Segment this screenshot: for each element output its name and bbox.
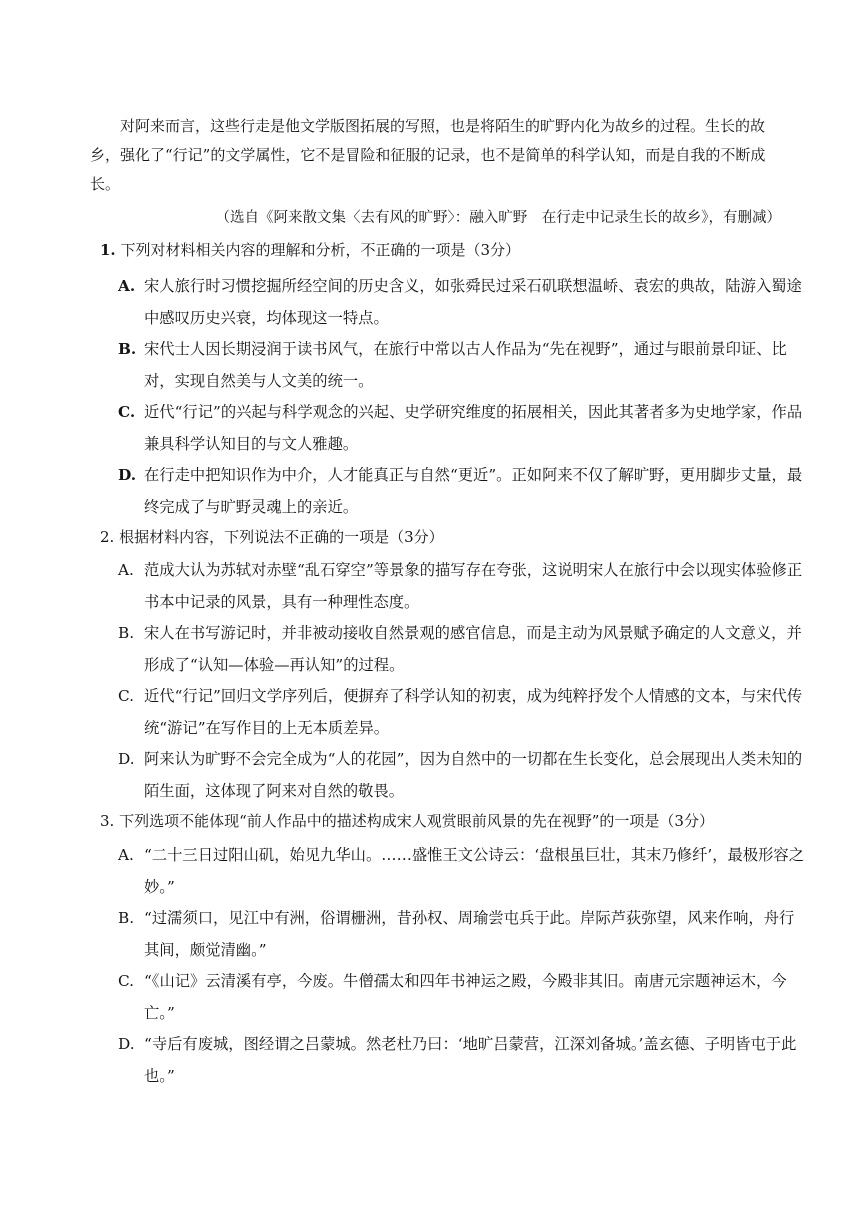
- option-letter: A.: [118, 846, 134, 864]
- question-2-option-a: [118, 554, 809, 618]
- option-text: 近代“行记”的兴起与科学观念的兴起、史学研究维度的拓展相关，因此其著者多为史地学家，作品兼具科学认知目的与文人雅趣。: [144, 403, 803, 453]
- option-text: 阿来认为旷野不会完全成为“人的花园”，因为自然中的一切都在生长变化，总会展现出人类未知的陌生面，这体现了阿来对自然的敬畏。: [144, 750, 803, 800]
- question-1-stem: [100, 237, 790, 263]
- question-number: 1.: [100, 241, 116, 259]
- option-letter: A.: [118, 561, 134, 579]
- question-2-option-d: [118, 743, 809, 807]
- option-text: 范成大认为苏轼对赤壁“乱石穿空”等景象的描写存在夸张，这说明宋人在旅行中会以现实体验修正书本中记录的风景，具有一种理性态度。: [144, 561, 803, 611]
- question-3-option-b: [118, 902, 809, 966]
- source-note: （选自《阿来散文集〈去有风的旷野〉：融入旷野 在行走中记录生长的故乡》，有删减）: [215, 210, 781, 226]
- question-1-option-c: [118, 396, 809, 460]
- question-number: 2.: [100, 528, 115, 546]
- question-3-option-a: [118, 839, 809, 903]
- question-3-stem: [100, 808, 790, 834]
- option-letter: D.: [118, 466, 137, 484]
- question-text: 下列对材料相关内容的理解和分析，不正确的一项是（3分）: [120, 241, 520, 259]
- option-text: “寺后有废城，图经谓之吕蒙城。然老杜乃曰：‘地旷吕蒙营，江深刘备城。’盖玄德、子明皆屯于此也。”: [144, 1035, 797, 1085]
- option-letter: C.: [118, 403, 136, 421]
- option-letter: D.: [118, 750, 135, 768]
- question-text: 下列选项不能体现“前人作品中的描述构成宋人观赏眼前风景的先在视野”的一项是（3分）: [119, 812, 714, 830]
- option-letter: B.: [118, 340, 137, 358]
- question-1-option-a: [118, 270, 809, 334]
- option-text: 宋人在书写游记时，并非被动接收自然景观的感官信息，而是主动为风景赋予确定的人文意义，并形成了“认知—体验—再认知”的过程。: [144, 624, 802, 674]
- question-3-option-d: [118, 1028, 809, 1092]
- question-2-option-c: [118, 680, 809, 744]
- option-text: 宋人旅行时习惯挖掘所经空间的历史含义，如张舜民过采石矶联想温峤、袁宏的典故，陆游入蜀途中感叹历史兴衰，均体现这一特点。: [144, 277, 802, 327]
- question-3-option-c: [118, 965, 809, 1029]
- option-text: 在行走中把知识作为中介，人才能真正与自然“更近”。正如阿来不仅了解旷野，更用脚步丈量，最终完成了与旷野灵魂上的亲近。: [144, 466, 803, 516]
- option-letter: B.: [118, 909, 135, 927]
- option-text: 近代“行记”回归文学序列后，便摒弃了科学认知的初衷，成为纯粹抒发个人情感的文本，与宋代传统“游记”在写作目的上无本质差异。: [144, 687, 803, 737]
- option-letter: C.: [118, 687, 135, 705]
- option-letter: A.: [118, 277, 136, 295]
- question-1-option-b: [118, 333, 809, 397]
- option-letter: D.: [118, 1035, 135, 1053]
- option-text: “《山记》云清溪有亭，今废。牛僧孺太和四年书神运之殿，今殿非其旧。南唐元宗题神运木，今亡。”: [144, 972, 787, 1022]
- option-letter: C.: [118, 972, 135, 990]
- option-text: 宋代士人因长期浸润于读书风气，在旅行中常以古人作品为“先在视野”，通过与眼前景印证、比对，实现自然美与人文美的统一。: [144, 340, 787, 390]
- option-text: “二十三日过阳山矶，始见九华山。……盛惟王文公诗云：‘盘根虽巨壮，其末乃修纤’，最极形容之妙。”: [144, 846, 805, 896]
- question-1-option-d: [118, 459, 809, 523]
- question-2-option-b: [118, 617, 809, 681]
- intro-paragraph: 对阿来而言，这些行走是他文学版图拓展的写照，也是将陌生的旷野内化为故乡的过程。生长的故乡，强化了“行记”的文学属性，它不是冒险和征服的记录，也不是简单的科学认知，而是自我的不断成长。: [90, 117, 766, 193]
- question-2-stem: [100, 524, 790, 550]
- option-letter: B.: [118, 624, 135, 642]
- option-text: “过濡须口，见江中有洲，俗谓栅洲，昔孙权、周瑜尝屯兵于此。岸际芦荻弥望，风来作响，舟行其间，颇觉清幽。”: [144, 909, 795, 959]
- question-text: 根据材料内容，下列说法不正确的一项是（3分）: [119, 528, 444, 546]
- question-number: 3.: [100, 812, 115, 830]
